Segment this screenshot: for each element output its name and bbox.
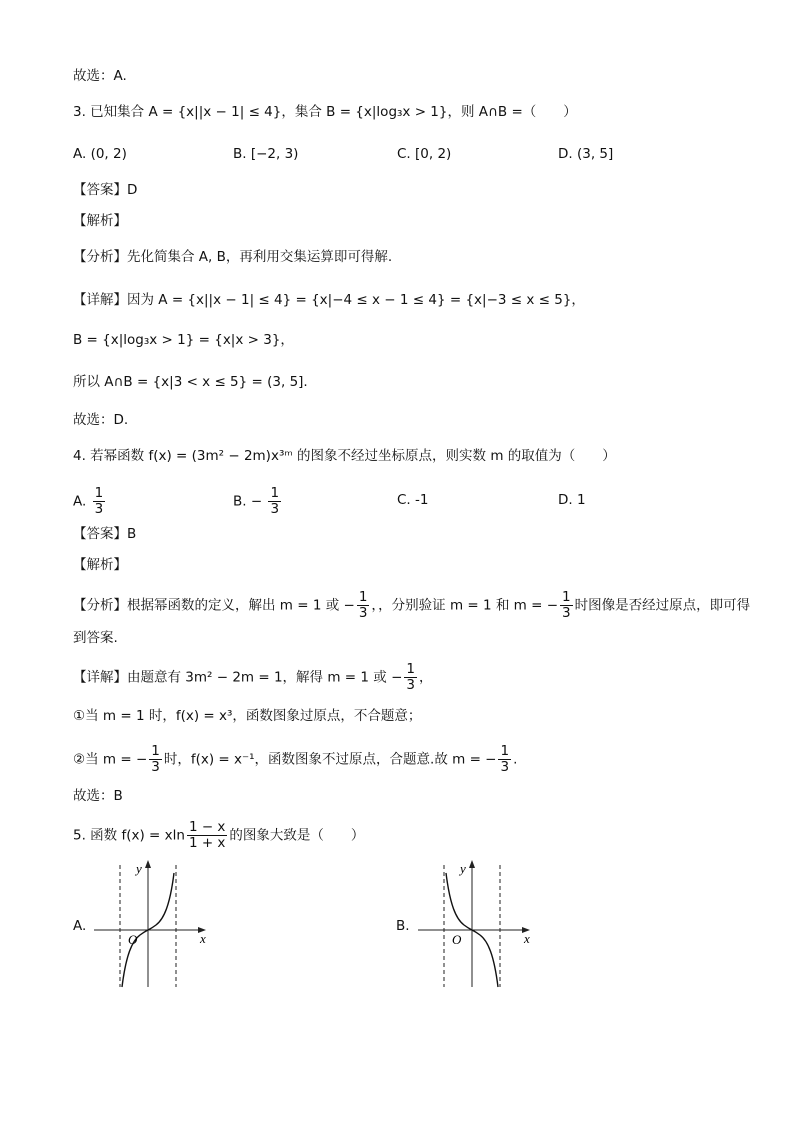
frac-one-third: $\frac{1}{3}$ (500, 743, 510, 775)
question-4: 4. 若幂函数 f(x) = (3m² − 2m)x³ᵐ 的图象不经过坐标原点，则实数 m 的取值为（ ） (73, 448, 616, 464)
graph-b-label: B. (396, 918, 410, 934)
y-label: y (460, 861, 466, 876)
frac-one-third: $\frac{1}{3}$ (406, 661, 415, 693)
y-axis-arrow (145, 860, 151, 868)
q4-option-b-label: B. − (233, 493, 263, 510)
graph-a-label: A. (73, 918, 87, 934)
frac-q5: $\frac{1 - x}{1 + x}$ (188, 819, 226, 851)
x-label: x (524, 931, 530, 946)
origin-label: O (452, 932, 462, 947)
frac-one-third: $\frac{1}{3}$ (358, 589, 368, 621)
graph-b (412, 855, 542, 995)
q4-answer: 【答案】B (73, 526, 137, 542)
q4-detail: 【详解】由题意有 3m² − 2m = 1，解得 m = 1 或 − $\frac{1}{3}$ ， (73, 661, 433, 693)
q4-option-a-label: A. (73, 493, 87, 510)
q4-case-2: ②当 m = − $\frac{1}{3}$ 时，f(x) = x⁻¹，函数图象不过原点，合题意.故 m = − $\frac{1}{3}$ . (73, 743, 518, 775)
q4-option-a (73, 486, 107, 517)
q3-set-b: B = {x|log₃x > 1} = {x|x > 3}， (73, 332, 294, 348)
line-answer-prev: 故选：A. (73, 68, 127, 84)
q3-analysis-heading: 【解析】 (73, 213, 127, 229)
q3-analysis: 【分析】先化简集合 A, B，再利用交集运算即可得解. (73, 249, 393, 265)
x-label: x (200, 931, 206, 946)
y-axis-arrow (469, 860, 475, 868)
graph-a (88, 855, 218, 995)
origin-label: O (128, 932, 138, 947)
q3-option-a: A. (0, 2) (73, 146, 127, 162)
frac-one-third: $\frac{1}{3}$ (151, 743, 160, 775)
q3-answer: 【答案】D (73, 182, 138, 198)
q4-option-d: D. 1 (558, 492, 586, 508)
q4-analysis-cont: 到答案. (73, 630, 118, 646)
q4-option-a-fraction: $\frac{1}{3}$ (94, 485, 104, 517)
q3-intersection: 所以 A∩B = {x|3 < x ≤ 5} = (3, 5]. (73, 374, 308, 390)
question-5: 5. 函数 f(x) = xln $\frac{1 - x}{1 + x}$ 的图象大致是（ ） (73, 819, 365, 851)
q4-case-1: ①当 m = 1 时，f(x) = x³，函数图象过原点，不合题意； (73, 708, 422, 724)
question-3: 3. 已知集合 A = {x||x − 1| ≤ 4}，集合 B = {x|log₃x > 1}，则 A∩B =（ ） (73, 104, 577, 120)
q3-option-b: B. [−2, 3) (233, 146, 299, 162)
q3-choice: 故选：D. (73, 412, 129, 428)
y-label: y (136, 861, 142, 876)
q4-option-b-fraction: $\frac{1}{3}$ (270, 485, 280, 517)
q3-option-d: D. (3, 5] (558, 146, 614, 162)
q3-option-c: C. [0, 2) (397, 146, 452, 162)
q4-analysis: 【分析】根据幂函数的定义，解出 m = 1 或 − $\frac{1}{3}$ ，，分别验证 m = 1 和 m = − $\frac{1}{3}$ 时图像是否经过原点，即可得 (73, 589, 751, 621)
q4-option-b (233, 486, 283, 517)
q4-choice: 故选：B (73, 788, 123, 804)
frac-one-third: $\frac{1}{3}$ (562, 589, 571, 621)
q3-detail: 【详解】因为 A = {x||x − 1| ≤ 4} = {x|−4 ≤ x − 1 ≤ 4} = {x|−3 ≤ x ≤ 5}， (73, 292, 585, 308)
q4-option-c: C. -1 (397, 492, 429, 508)
q4-analysis-heading: 【解析】 (73, 557, 127, 573)
